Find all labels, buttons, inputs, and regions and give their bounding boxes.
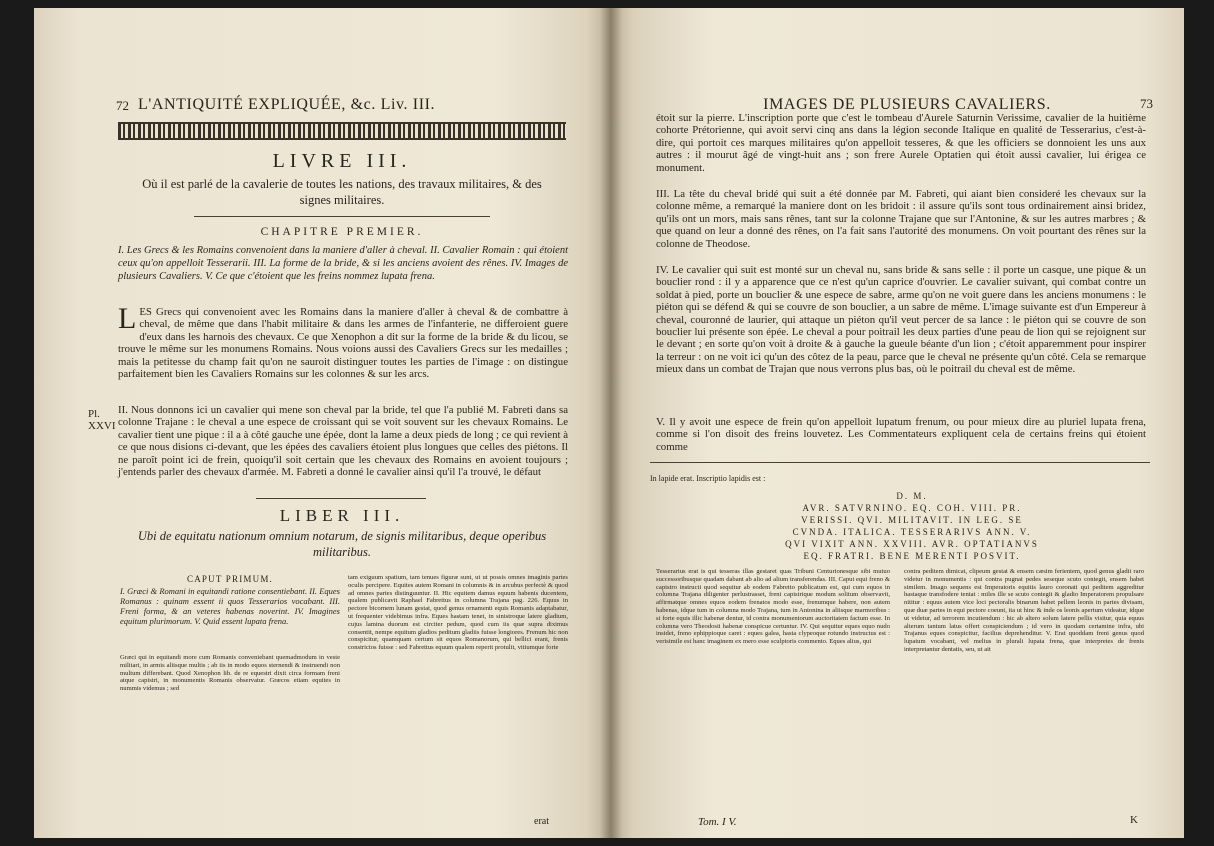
latin-column-2: tam exiguum spatium, tam tenues figuræ sunt, ut ut possis omnes imaginis partes oculis percipere. Equites autem Romani in columnis & in arcubus perfectè & quod ad omnes partes distinguuntur. II. Hic equitem damus equum habenis ducentem, qualem publicavit Raphael Fabrettus in columna Trajana pag. 226. Equus in pectore bicornem lunam gestat, quod genus ornamenti equis Romanis adaptabatur, ut frequenter videbimus infra. Eques hastam tenet, in sinistroque latere gladium, cujus lamina duorum est circiter pedum, quod cum iis quæ supra diximus consentit, nempe equitum gladios peditum gladiis fuisse longiores. Frenum hic non conspicitur, quamquam certum sit equos Romanorum, qui bellici erant, frenis constrictos fuisse : sed Fabrettus equum qualem reperit protulit, vitiumque forte bbox=[348, 574, 568, 652]
latin-column-1: Græci qui in equitandi more cum Romanis conveniebant quemadmodum in veste militari, in armis aliisque multis ; ab iis in modo equos sternendi & instruendi non multum differebant. Quod Xenophon lib. de re equestri dixit circa formam freni atque capistri, in monumentis Romanis observatur. Græcos etiam equites in nummis videmus ; sed bbox=[120, 654, 340, 693]
right-latin-column-1: Tesserarius erat is qui tesseras illas gestaret quas Tribuni Centurionesque sibi mutuo successoribusque quadam dabant ab alio ad alium transferendas. III. Caput equi freno & capistro instructi quod sequitur ab eodem Fabretto publicatum est, qui cum equos in columna Trajana diligenter perlustrasset, freni capistrique modum solitum observavit, affirmatque omnes equos eodem frenatos modo esse, frenumque habere, non autem habenas, idque tum in columna modo Trajana, tum in Antonina in aliisque marmoribus : si forte equis illic habenæ dentur, id contra monumentorum auctoritatem factum esse. In columna vero Theodosii habenæ conspicue certuntur. IV. Qui sequitur eques equo nudo insidet, freno ephippioque caret : eques galea, hasta clypeoque rotundo instructus est : verisimile est hanc imaginem ex mero esse sculptoris commento. Eques alius, qui bbox=[656, 568, 890, 646]
paragraph-2: II. Nous donnons ici un cavalier qui mene son cheval par la bride, tel que l'a publié M. Fabreti dans sa colonne Trajane : le cheval a une espece de croissant qui se voit souvent sur les chevaux Romains. Le cavalier tient une pique : il a à côté gauche une épée, dont la lame a deux pieds de long ; ce qui revient à ce que nous disions ci-devant, que les épées des cavaliers étoient plus longues que celles des piétons. Il ne paroît point ici de frein, quoiqu'il soit certain que les chevaux des Romains en avoient toujours ; j'entends parler des chevaux d'armée. M. Fabreti a donné le cavalier ainsi qu'il l'a trouvé, le défaut bbox=[118, 404, 568, 479]
book-subtitle: Où il est parlé de la cavalerie de toutes les nations, des travaux militaires, & des signes militaires. bbox=[142, 177, 542, 207]
inscription-line: CVNDA. ITALICA. TESSERARIVS ANN. V. bbox=[792, 527, 1032, 537]
signature-mark: K bbox=[1130, 814, 1138, 826]
inscription-line: QVI VIXIT ANN. XXVIII. AVR. OPTATIANVS bbox=[785, 539, 1039, 549]
volume-footer: Tom. I V. bbox=[698, 816, 737, 828]
open-book-spread bbox=[34, 8, 1184, 838]
right-paragraph-2: III. La tête du cheval bridé qui suit a été donnée par M. Fabreti, qui aiant bien consideré les chevaux sur la colonne même, a remarqué la maniere dont on les bridoit : il assure qu'ils sont tous ordinairement ainsi bridez, qu'ils ont un mors, mais sans rênes, tant sur la colonne Trajane que sur l'Antonine, & sur les autres marbres ; & que quand on leur a donné des rênes, on l'a fait sans l'autorité des monumens. On voit pourtant des rênes sur la colonne de Theodose. bbox=[656, 188, 1146, 250]
right-paragraph-1: étoit sur la pierre. L'inscription porte que c'est le tombeau d'Aurele Saturnin Verissime, cavalier de la huitième cohorte Prétorienne, qui avoit servi cinq ans dans la légion seconde Italique en qualité de Tesserarius, c'est-à-dire, qui portoit ces marques militaires qu'on appelloit tesseres, & que les officiers se donnoient les uns aux autres : il mourut âgé de vingt-huit ans ; son frere Aurele Optatien qui étoit aussi cavalier, lui érigea ce monument. bbox=[656, 112, 1146, 174]
latin-summary: I. Græci & Romani in equitandi ratione consentiebant. II. Eques Romanus : quinam essent ii quos Tesserarios vocabant. III. Freni forma, & an veteres habenas noverint. IV. Imagines equitum plurimorum. V. Quid essent lupata frena. bbox=[120, 586, 340, 626]
page-number-right: 73 bbox=[1140, 96, 1153, 111]
plate-margin-note: Pl. XXVI bbox=[88, 408, 116, 432]
inscription-label: In lapide erat. Inscriptio lapidis est : bbox=[650, 474, 766, 483]
latin-book-title: LIBER III. bbox=[279, 506, 405, 525]
catchword: erat bbox=[534, 816, 549, 827]
inscription-line: VERISSI. QVI. MILITAVIT. IN LEG. SE bbox=[801, 515, 1023, 525]
paragraph-1-text: ES Grecs qui convenoient avec les Romains dans la maniere d'aller à cheval & de combattre à cheval, de même que dans l'habit militaire & dans les armes de l'infanterie, ne differoient guere d'eux dans les harnois des chevaux. Ce que Xenophon a dit sur la forme de la bride & du licou, se trouve le même sur les monumens Romains. Nous voions aussi des Cavaliers Grecs sur les medailles ; mais la petitesse du champ fait qu'on ne sauroit distinguer toutes les parties de l'image : on distingue parfaitement bien les Cavaliers Romains sur les colonnes & sur les arcs. bbox=[118, 306, 568, 381]
inscription-line: EQ. FRATRI. BENE MERENTI POSVIT. bbox=[803, 551, 1021, 561]
divider-rule-2 bbox=[256, 498, 426, 499]
right-page bbox=[610, 8, 1184, 838]
right-paragraph-4: V. Il y avoit une espece de frein qu'on appelloit lupatum frenum, ou pour mieux dire au pluriel lupata frena, comme si l'on disoit des freins louvetez. Les Commentateurs expliquent cela de certains freins qui étoient comme bbox=[656, 416, 1146, 453]
chapter-title: CHAPITRE PREMIER. bbox=[260, 226, 424, 238]
book-title: LIVRE III. bbox=[272, 150, 412, 172]
divider-rule bbox=[194, 216, 490, 217]
running-head-left: L'ANTIQUITÉ EXPLIQUÉE, &c. Liv. III. bbox=[138, 96, 436, 113]
latin-book-subtitle: Ubi de equitatu nationum omnium notarum, de signis militaribus, deque operibus militaribus. bbox=[137, 529, 547, 559]
inscription-block bbox=[672, 490, 1152, 562]
inscription-line: AVR. SATVRNINO. EQ. COH. VIII. PR. bbox=[802, 503, 1022, 513]
drop-cap: L bbox=[118, 302, 137, 335]
divider-rule-right bbox=[650, 462, 1150, 463]
latin-caput: CAPUT PRIMUM. bbox=[187, 574, 273, 584]
ornament-band bbox=[118, 122, 566, 140]
right-paragraph-3: IV. Le cavalier qui suit est monté sur un cheval nu, sans bride & sans selle : il porte un casque, une pique & un bouclier rond : il y a apparence que ce n'est qu'un caprice d'ouvrier. Le cavalier suivant, qui combat contre un soldat à pied, porte un bouclier & une espece de sabre, arme qu'on ne voit guere dans les anciens monumens : le piéton qui se défend & qui se couvre de son bouclier, a un sabre de même. L'image suivante est d'un Empereur à cheval, couronné de laurier, qui attaque un piéton qu'il veut percer de sa lance : le piéton qui se couvre de son bouclier lui présente son épée. Le cheval a pour poitrail les deux parties d'une peau de lion qui se rejoignent sur le devant ; en sorte qu'on voit à droite & à gauche la gueule béante d'un lion ; c'étoit apparemment pour inspirer la terreur : on ne voit ici qu'un des côtez de la peau, parce que le cheval ne présente qu'un côté. Cela se remarque mieux dans un combat de Trajan que nous verrons plus bas, où le poitrail du cheval est de même. bbox=[656, 264, 1146, 376]
left-page bbox=[34, 8, 610, 838]
page-number-left: 72 bbox=[116, 98, 129, 113]
paragraph-1 bbox=[118, 302, 568, 381]
running-head-right: IMAGES DE PLUSIEURS CAVALIERS. bbox=[763, 96, 1051, 113]
chapter-summary: I. Les Grecs & les Romains convenoient dans la maniere d'aller à cheval. II. Cavalier Romain : qui étoient ceux qu'on appelloit Tesserarii. III. La forme de la bride, & si les anciens avoient des rênes. IV. Images de plusieurs Cavaliers. V. Ce que c'étoient que les freins nommez lupata frena. bbox=[118, 245, 568, 282]
inscription-line: D. M. bbox=[896, 491, 928, 501]
right-latin-column-2: contra peditem dimicat, clipeum gestat & ensem cæsim ferientem, quod genus gladii raro videtur in monumentis : qui contra pugnat pedes seseque scuto contegit, ensem habet similem. Imago sequens est Imperatoris equitis lauro coronati qui peditem aggreditur hastaque transfodere tentat : miles ille se scuto contegit & gladio Imperatorem propulsare nititur : equus autem vice loci pectoralis binarum habet pellem leonis in partes divisam, quæ duæ partes in equi pectore coeunt, ita ut hinc & inde os leonis apertum videatur, idque ut videtur, ad terrorem incutiendum : hic ab altero solum latere pellis visitur, quia equus alterum tantum latus offert conspiciendum ; id vero in quodam certamine infra, ubi Trajanus eques conspicitur, facilius deprehenditur. V. Erat quoddam freni genus quod lupatum vocabant, vel melius in plurali lupata frena, quæ interpretes de frenis interpretantur dentatis, seu, ut ait bbox=[904, 568, 1144, 653]
